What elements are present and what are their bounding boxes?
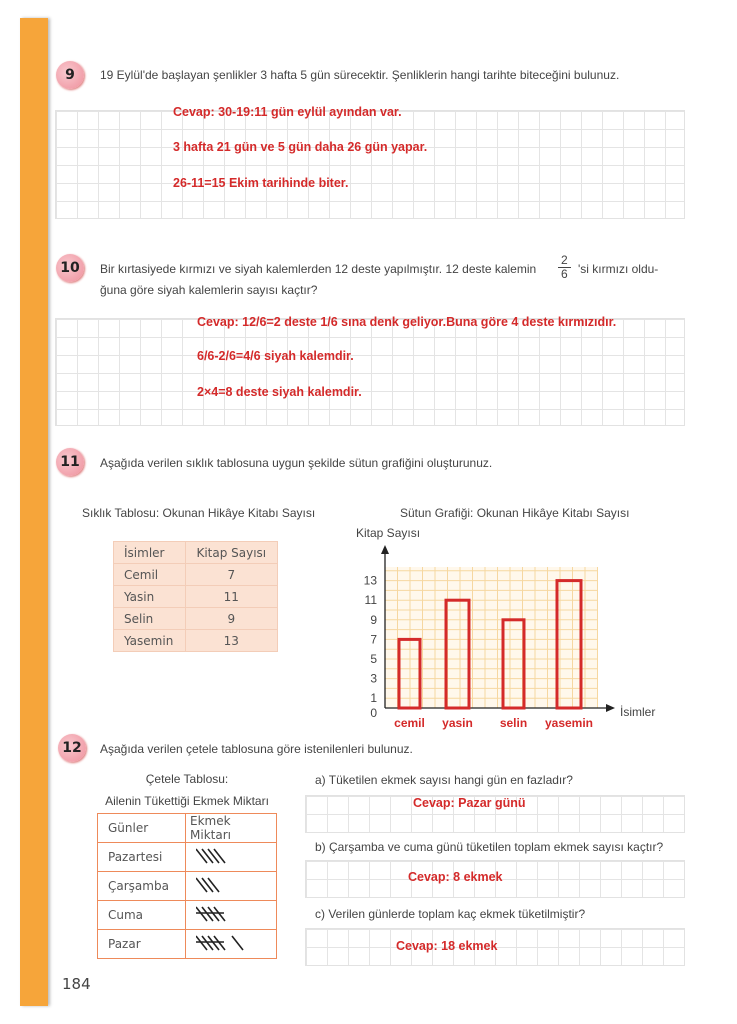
part-a-answer: Cevap: Pazar günü (413, 796, 526, 810)
count-cell: 9 (185, 608, 277, 630)
name-cell: Cemil (114, 564, 186, 586)
tally-cell (186, 872, 277, 901)
y-tick-label: 5 (370, 652, 377, 666)
part-a-question: a) Tüketilen ekmek sayısı hangi gün en fazladır? (315, 773, 573, 787)
table-row (114, 608, 278, 630)
count-cell: 7 (185, 564, 277, 586)
part-b-question: b) Çarşamba ve cuma günü tüketilen toplam ekmek sayısı kaçtır? (315, 840, 664, 854)
question-10-part2: 'si kırmızı oldu- (578, 262, 659, 276)
header-cell: Ekmek Miktarı (186, 814, 277, 843)
part-b-answer: Cevap: 8 ekmek (408, 870, 503, 884)
count-cell: 13 (185, 630, 277, 652)
bar-chart (340, 542, 670, 738)
y-tick-label: 13 (363, 573, 377, 588)
chart-y-label: Kitap Sayısı (356, 526, 421, 540)
day-cell: Pazartesi (98, 843, 186, 872)
tally-table (97, 813, 277, 959)
y-tick-label: 0 (370, 706, 377, 720)
question-10-answer-3: 2×4=8 deste siyah kalemdir. (197, 385, 362, 399)
fraction-numerator: 2 (558, 254, 571, 268)
page-number: 184 (62, 975, 91, 993)
question-9-answer-1: Cevap: 30-19:11 gün eylül ayından var. (173, 105, 402, 119)
question-9-badge: 9 (56, 61, 84, 89)
question-10-line2: ğuna göre siyah kalemlerin sayısı kaçtır? (100, 283, 318, 297)
bar-label: cemil (394, 716, 425, 730)
tally-cell (186, 901, 277, 930)
tally-marks (196, 904, 266, 924)
question-11-badge: 11 (56, 448, 84, 476)
bar-label: yasin (442, 716, 473, 730)
fraction-denominator: 6 (561, 267, 568, 281)
y-axis-arrow-icon (381, 545, 389, 554)
y-tick-label: 3 (370, 671, 377, 686)
page-edge-stripe (20, 18, 48, 1006)
y-tick-label: 1 (370, 691, 377, 706)
chart-title: Sütun Grafiği: Okunan Hikâye Kitabı Sayısı (400, 506, 630, 520)
question-10-answer-grid (55, 318, 685, 426)
tally-title-line2: Ailenin Tükettiği Ekmek Miktarı (105, 794, 269, 808)
chart-grid-bg (385, 567, 598, 708)
table-row (114, 564, 278, 586)
y-tick-label: 11 (364, 593, 377, 608)
bar-label: selin (499, 716, 528, 730)
part-c-question: c) Verilen günlerde toplam kaç ekmek tüketilmiştir? (315, 907, 586, 921)
tally-table-title (97, 768, 277, 812)
day-cell: Çarşamba (98, 872, 186, 901)
table-row (98, 843, 277, 872)
frequency-table-title: Sıklık Tablosu: Okunan Hikâye Kitabı Sayısı (82, 506, 316, 520)
question-10-part1: Bir kırtasiyede kırmızı ve siyah kalemlerden 12 deste yapılmıştır. 12 deste kalemin (100, 262, 537, 276)
fraction (558, 254, 571, 281)
header-cell: İsimler (114, 542, 186, 564)
table-row (114, 586, 278, 608)
table-row (98, 930, 277, 959)
question-12-text: Aşağıda verilen çetele tablosuna göre istenilenleri bulunuz. (100, 742, 413, 756)
header-cell: Kitap Sayısı (185, 542, 277, 564)
tally-cell (186, 930, 277, 959)
name-cell: Yasemin (114, 630, 186, 652)
question-10-answer-1: Cevap: 12/6=2 deste 1/6 sına denk geliyor.Buna göre 4 deste kırmızıdır. (197, 315, 617, 329)
day-cell: Pazar (98, 930, 186, 959)
frequency-table (113, 541, 278, 652)
tally-marks (196, 875, 266, 895)
part-c-answer: Cevap: 18 ekmek (396, 939, 498, 953)
question-11-text: Aşağıda verilen sıklık tablosuna uygun şekilde sütun grafiğini oluşturunuz. (100, 456, 493, 470)
header-cell: Günler (98, 814, 186, 843)
tally-title-line1: Çetele Tablosu: (145, 772, 229, 786)
day-cell: Cuma (98, 901, 186, 930)
tally-marks (196, 933, 266, 953)
table-row (114, 630, 278, 652)
table-header-row (114, 542, 278, 564)
question-12-badge: 12 (58, 734, 86, 762)
y-tick-label: 9 (370, 612, 377, 627)
x-axis-label: İsimler (620, 705, 656, 719)
question-9-answer-3: 26-11=15 Ekim tarihinde biter. (173, 176, 349, 190)
tally-marks (196, 846, 266, 866)
question-9-text: 19 Eylül'de başlayan şenlikler 3 hafta 5 gün sürecektir. Şenliklerin hangi tarihte biteceğini bulunuz. (100, 68, 620, 82)
table-row (98, 872, 277, 901)
tally-cell (186, 843, 277, 872)
question-10-badge: 10 (56, 254, 84, 282)
question-9-answer-2: 3 hafta 21 gün ve 5 gün daha 26 gün yapar. (173, 140, 428, 154)
y-tick-label: 7 (370, 632, 377, 647)
question-10-answer-2: 6/6-2/6=4/6 siyah kalemdir. (197, 349, 354, 363)
x-axis-arrow-icon (606, 704, 615, 712)
table-row (98, 901, 277, 930)
name-cell: Yasin (114, 586, 186, 608)
count-cell: 11 (185, 586, 277, 608)
bar-label: yasemin (544, 716, 594, 730)
table-header-row (98, 814, 277, 843)
question-9-answer-grid (55, 110, 685, 219)
name-cell: Selin (114, 608, 186, 630)
